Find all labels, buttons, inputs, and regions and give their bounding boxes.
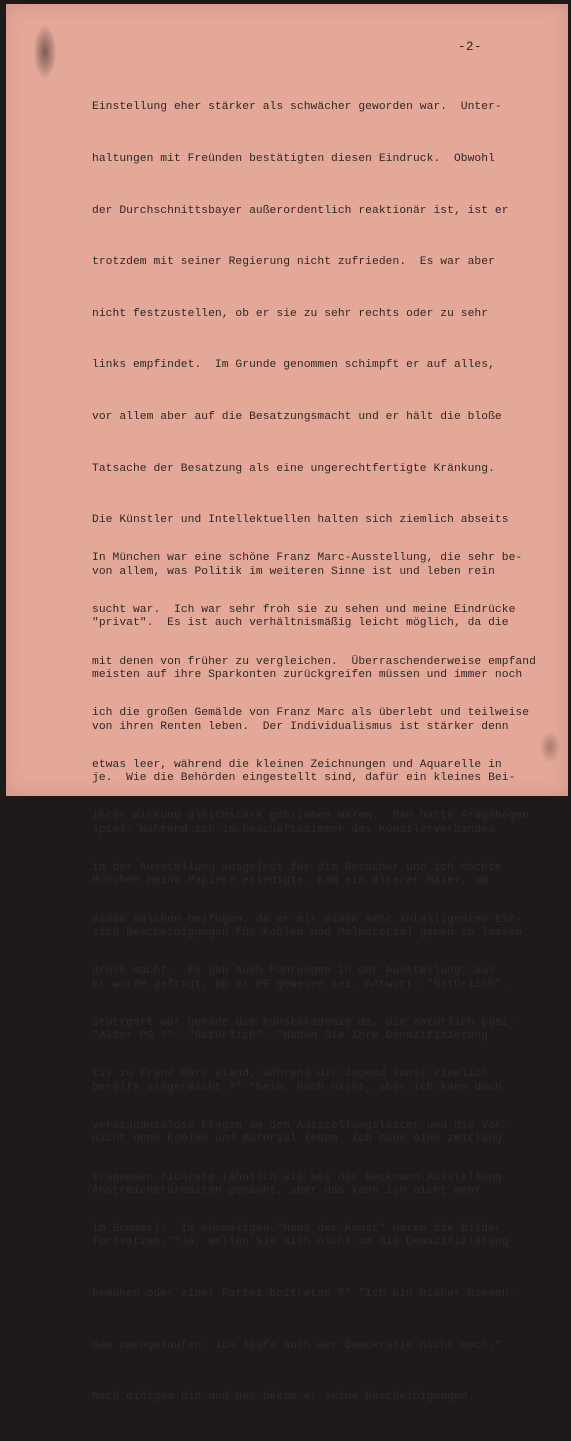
text-line: von allem, was Politik im weiteren Sinne ist und leben rein	[92, 565, 495, 578]
text-line: Anstreicherarbeiten gemacht, aber das kann ich nicht mehr	[92, 1184, 482, 1197]
text-line: "Alter PG ?". "Natürlich". "Haben Sie Ihre Denazifizierung	[92, 1030, 489, 1043]
text-line: Die Künstler und Intellektuellen halten sich ziemlich abseits	[92, 514, 509, 527]
text-line: tiv zu Franz Marc stand, während die Jugend sonst ziemlich	[92, 1068, 489, 1081]
text-line: trotzdem mit seiner Regierung nicht zufrieden. Es war aber	[92, 256, 495, 269]
text-line: nicht festzustellen, ob er sie zu sehr rechts oder zu sehr	[92, 307, 489, 320]
text-line: fortsetzen.""Ja, wollen Sie sich nicht um die Denazifizierung	[92, 1236, 509, 1249]
text-line: sucht war. Ich war sehr froh sie zu sehen und meine Eindrücke	[92, 604, 516, 616]
text-line: ihrer Wirkung gleichstark geblieben waren. Man hatte Fragebogen	[92, 810, 530, 823]
text-line: mit denen von früher zu vergleichen. Überraschenderweise empfand	[92, 655, 536, 668]
ink-smudge	[34, 26, 56, 78]
text-line: tragenden richtete (ähnlich wie bei der Beckmann-Ausstellung	[92, 1171, 502, 1184]
text-line: Er wurde gefragt, ob er PG gewesen sei. Antwort: "Natürlich".	[92, 978, 509, 991]
text-line: haltungen mit Freünden bestätigten diesen Eindruck. Obwohl	[92, 153, 495, 165]
text-line: bemühen oder einer Partei beitreten ?" "Ich bin bisher Nieman-	[92, 1288, 516, 1301]
text-line: spiel: Während ich im Geschäftszimmer des Künstlerverbandes	[92, 823, 495, 836]
text-line: von ihren Renten leben. Der Individualismus ist stärker denn	[92, 720, 509, 733]
text-line: meisten auf ihre Sparkonten zurückgreifen müssen und immer noch	[92, 668, 523, 681]
text-line: einen solchen beifügen, da er mir einen sehr intelligenten Ein-	[92, 913, 523, 926]
text-line: etwas leer, während die kleinen Zeichnungen und Aquarelle in	[92, 758, 502, 771]
document-page	[6, 4, 568, 1404]
text-line: Nach einigem Hin und Her bekam er seine Bescheinigungen.	[92, 1391, 475, 1404]
text-line: nicht ohne Kohlen und Material leben. Ich habe eine zeitlang	[92, 1133, 502, 1146]
paragraph-2	[92, 516, 536, 1273]
text-line: vor allem aber auf die Besatzungsmacht und er hält die bloße	[92, 410, 502, 423]
text-line: je. Wie die Behörden eingestellt sind, dafür ein kleines Bei-	[92, 772, 516, 785]
text-line: links empfindet. Im Grunde genommen schimpft er auf alles,	[92, 359, 495, 372]
text-line: In München war eine schöne Franz Marc-Ausstellung, die sehr be-	[92, 552, 523, 565]
text-line: bereits eingereicht ?" "Nein, noch nicht, aber ich kann doch	[92, 1081, 502, 1094]
text-line: druck macht. Es gab auch Führungen in der Ausstellung; aus	[92, 965, 495, 978]
text-line: München meine Papiere erledigte, kam ein älterer Maler, um	[92, 875, 489, 888]
page-number: -2-	[458, 40, 483, 54]
text-line: im Sommer). Im ehemaligen "Haus der Kunst" waren die Bilder	[92, 1223, 502, 1236]
paper-stain	[540, 732, 560, 762]
text-line: dem nachgelaufen: ich laufe auch der Demokratie nicht nach."	[92, 1339, 502, 1352]
text-line: Einstellung eher stärker als schwächer geworden war. Unter-	[92, 101, 502, 114]
text-line: Stuttgart war gerade die Kunstakademie da, die natürlich posi-	[92, 1016, 516, 1029]
text-line: ich die großen Gemälde von Franz Marc als überlebt und teilweise	[92, 707, 530, 720]
text-line: sich Bescheinigungen für Kohlen und Malmaterial geben zu lassen.	[92, 926, 530, 939]
text-line: verständnislose Fragen an den Ausstellungsleiter und die Vor-	[92, 1119, 509, 1132]
text-line: in der Ausstellung ausgelegt für die Besucher und ich möchte	[92, 861, 502, 874]
text-line: "privat". Es ist auch verhältnismäßig leicht möglich, da die	[92, 617, 509, 630]
text-line: der Durchschnittsbayer außerordentlich reaktionär ist, ist er	[92, 204, 509, 217]
text-line: Tatsache der Besatzung als eine ungerechtfertigte Kränkung.	[92, 462, 495, 475]
